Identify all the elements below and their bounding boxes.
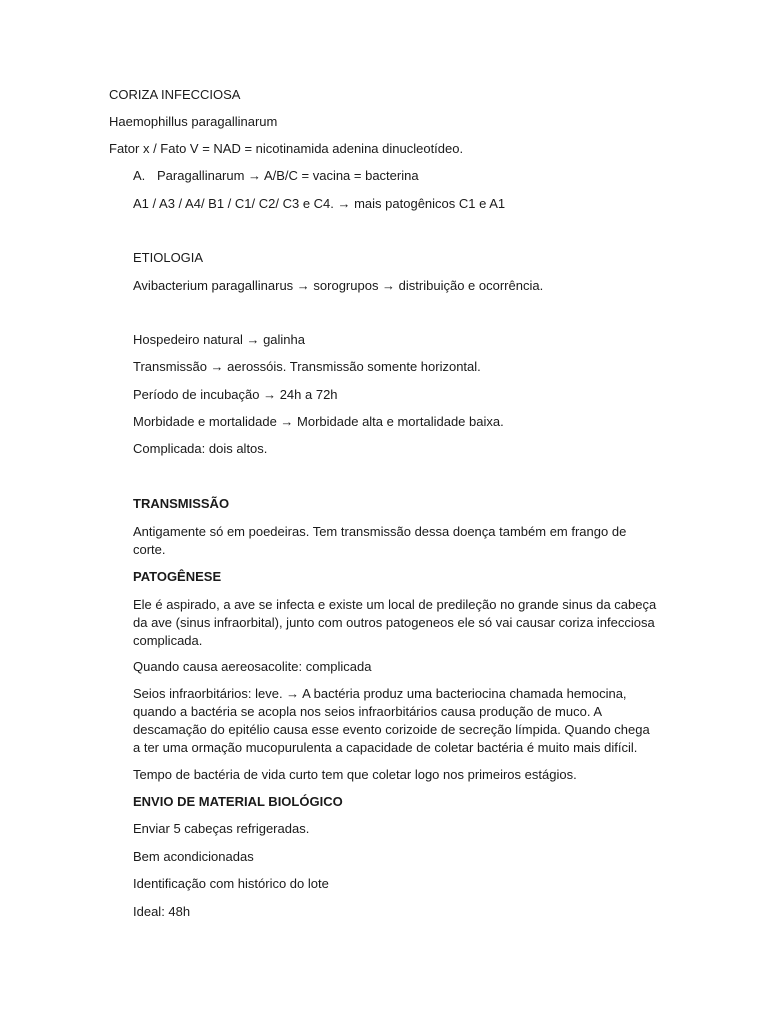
- patogenese-paragraph: Ele é aspirado, a ave se infecta e existe um local de predileção no grande sinus da cabeça da ave (sinus infraorbital), junto com outros patogeneos ele só vai causar coriza infecciosa complicada.: [133, 597, 657, 648]
- patogenese-heading: PATOGÊNESE: [133, 569, 222, 584]
- envio-item: Enviar 5 cabeças refrigeradas.: [133, 821, 310, 836]
- envio-item: Bem acondicionadas: [133, 849, 254, 864]
- list-marker: A.: [133, 168, 146, 183]
- envio-heading: ENVIO DE MATERIAL BIOLÓGICO: [133, 794, 343, 809]
- transmissao-heading: TRANSMISSÃO: [133, 496, 230, 511]
- seios-paragraph: Seios infraorbitários: leve. → A bactéria produz uma bacteriocina chamada hemocina, quando a bactéria se acopla nos seios infraorbitários causa produção de muco. A descamação do epitélio causa esse evento corizoide de secreção límpida. Quando chega a ter uma ormação mucopurulenta a capacidade de coletar bactéria é muito mais difícil.: [133, 686, 650, 755]
- list-item-text: Paragallinarum → A/B/C = vacina = bacterina: [157, 168, 419, 183]
- aerossacolite-line: Quando causa aereosacolite: complicada: [133, 659, 372, 674]
- envio-item: Ideal: 48h: [133, 904, 191, 919]
- etiologia-heading: ETIOLOGIA: [133, 250, 204, 265]
- agent-name: Haemophillus paragallinarum: [109, 114, 278, 129]
- envio-item: Identificação com histórico do lote: [133, 876, 329, 891]
- morbidade-line: Morbidade e mortalidade → Morbidade alta e mortalidade baixa.: [133, 414, 504, 429]
- hospedeiro-line: Hospedeiro natural → galinha: [133, 332, 305, 347]
- incubacao-line: Período de incubação → 24h a 72h: [133, 387, 338, 402]
- document-title: CORIZA INFECCIOSA: [109, 87, 241, 102]
- transmissao-line: Transmissão → aerossóis. Transmissão somente horizontal.: [133, 359, 481, 374]
- factors-line: Fator x / Fato V = NAD = nicotinamida adenina dinucleotídeo.: [109, 141, 464, 156]
- list-item: [133, 167, 419, 185]
- serovars-line: A1 / A3 / A4/ B1 / C1/ C2/ C3 e C4. → mais patogênicos C1 e A1: [133, 196, 506, 211]
- etiologia-text: Avibacterium paragallinarus → sorogrupos → distribuição e ocorrência.: [133, 278, 544, 293]
- transmissao-paragraph: Antigamente só em poedeiras. Tem transmissão dessa doença também em frango de corte.: [133, 524, 627, 557]
- complicada-line: Complicada: dois altos.: [133, 441, 268, 456]
- tempo-line: Tempo de bactéria de vida curto tem que coletar logo nos primeiros estágios.: [133, 767, 577, 782]
